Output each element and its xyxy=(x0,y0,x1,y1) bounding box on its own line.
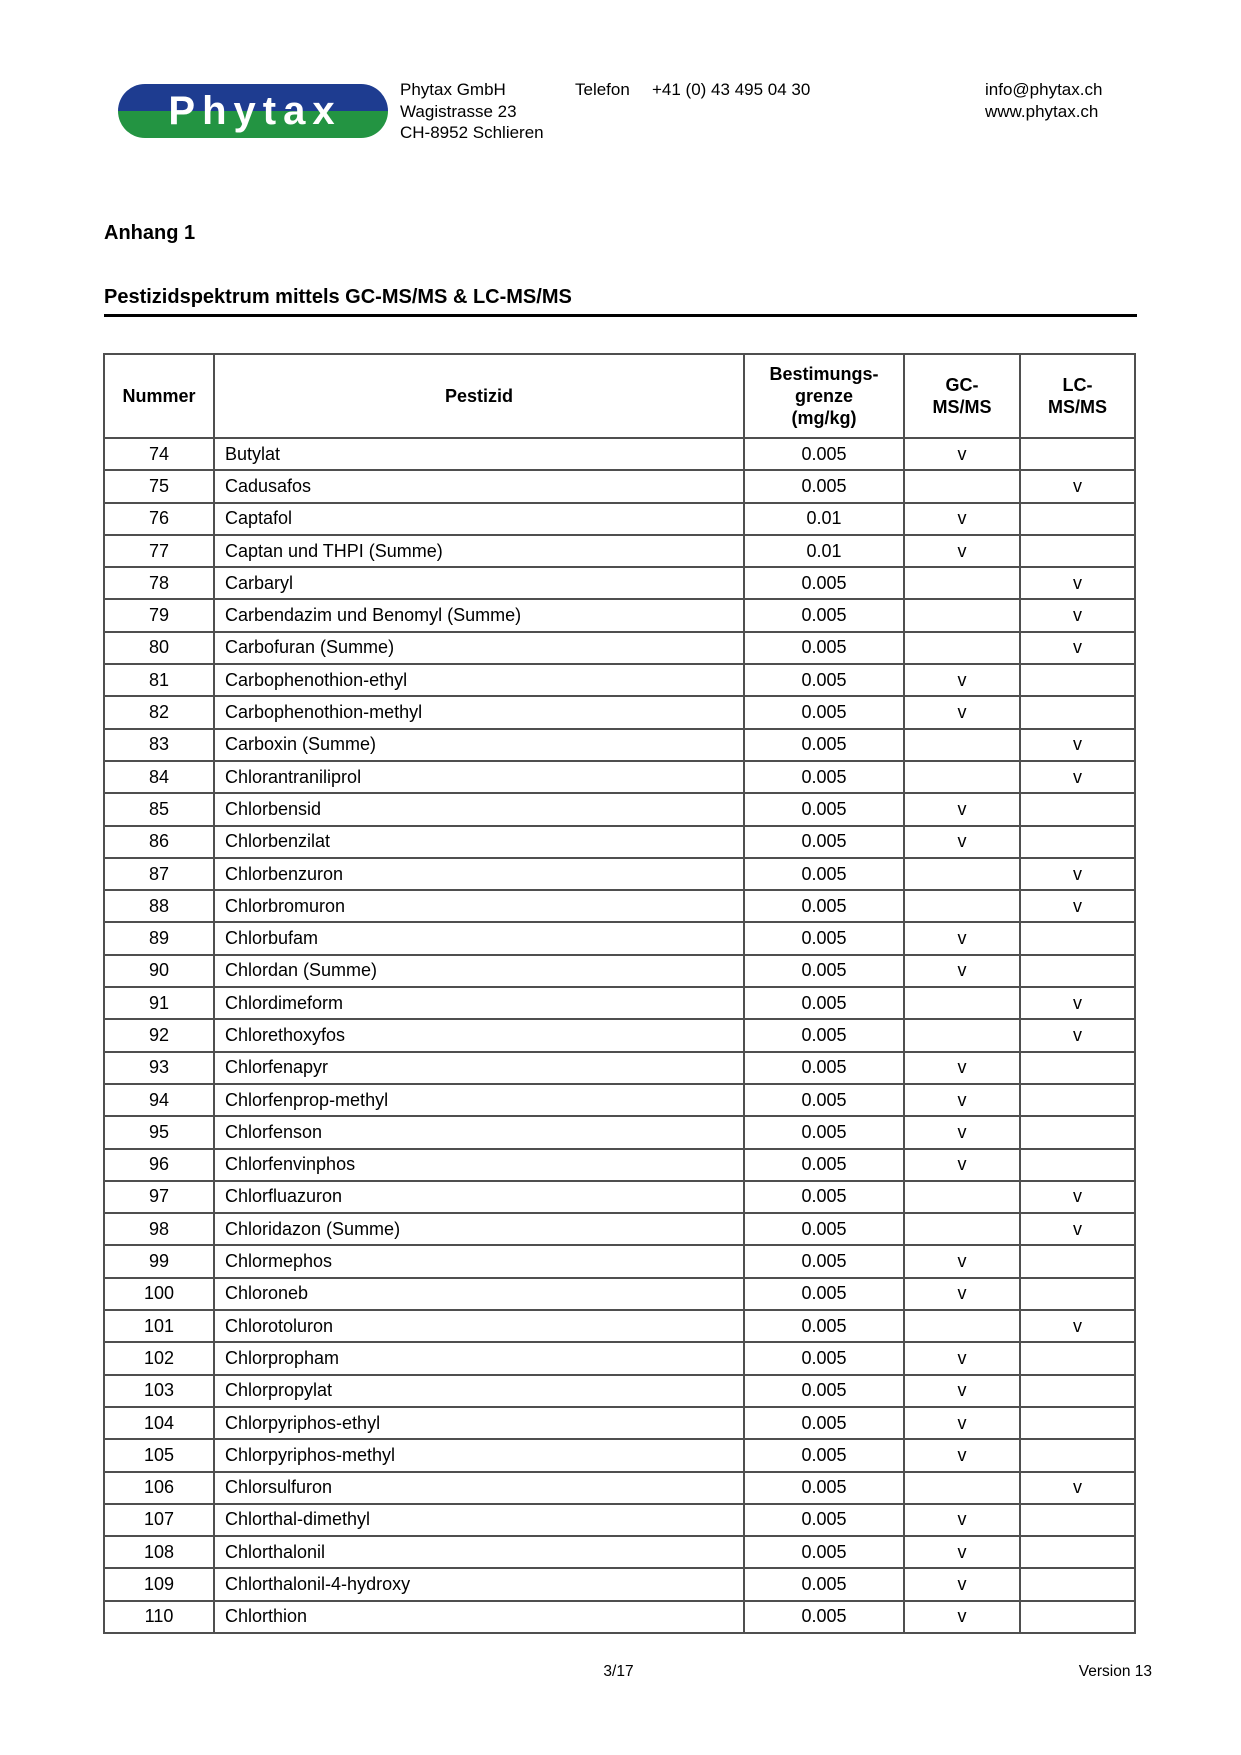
cell-lc-msms-mark: v xyxy=(1020,987,1135,1019)
cell-pestizid: Chlorbensid xyxy=(214,793,744,825)
phone-number: +41 (0) 43 495 04 30 xyxy=(652,80,811,99)
cell-nummer: 92 xyxy=(104,1019,214,1051)
table-row xyxy=(104,1342,1135,1374)
cell-pestizid: Carbophenothion-ethyl xyxy=(214,664,744,696)
cell-nummer: 74 xyxy=(104,438,214,470)
cell-gc-msms-mark xyxy=(904,1310,1020,1342)
cell-bestimmungsgrenze: 0.005 xyxy=(744,1116,904,1148)
cell-lc-msms-mark: v xyxy=(1020,1181,1135,1213)
cell-bestimmungsgrenze: 0.005 xyxy=(744,890,904,922)
cell-lc-msms-mark: v xyxy=(1020,729,1135,761)
table-row xyxy=(104,1245,1135,1277)
table-row xyxy=(104,1536,1135,1568)
cell-gc-msms-mark xyxy=(904,1213,1020,1245)
cell-lc-msms-mark: v xyxy=(1020,1472,1135,1504)
cell-gc-msms-mark: v xyxy=(904,826,1020,858)
cell-pestizid: Chloroneb xyxy=(214,1278,744,1310)
cell-nummer: 100 xyxy=(104,1278,214,1310)
cell-bestimmungsgrenze: 0.005 xyxy=(744,599,904,631)
cell-lc-msms-mark xyxy=(1020,1149,1135,1181)
cell-lc-msms-mark: v xyxy=(1020,761,1135,793)
cell-lc-msms-mark: v xyxy=(1020,1213,1135,1245)
cell-lc-msms-mark xyxy=(1020,535,1135,567)
cell-bestimmungsgrenze: 0.005 xyxy=(744,1568,904,1600)
table-row xyxy=(104,955,1135,987)
cell-nummer: 95 xyxy=(104,1116,214,1148)
table-row xyxy=(104,1504,1135,1536)
cell-pestizid: Butylat xyxy=(214,438,744,470)
logo-wordmark: Phytax xyxy=(168,88,342,133)
cell-lc-msms-mark xyxy=(1020,826,1135,858)
table-row xyxy=(104,1149,1135,1181)
table-row xyxy=(104,1568,1135,1600)
cell-bestimmungsgrenze: 0.005 xyxy=(744,1213,904,1245)
cell-pestizid: Captafol xyxy=(214,503,744,535)
cell-pestizid: Chlorbenzuron xyxy=(214,858,744,890)
cell-lc-msms-mark xyxy=(1020,922,1135,954)
cell-bestimmungsgrenze: 0.005 xyxy=(744,470,904,502)
cell-pestizid: Carbophenothion-methyl xyxy=(214,696,744,728)
cell-pestizid: Chlorthalonil-4-hydroxy xyxy=(214,1568,744,1600)
cell-pestizid: Chlorbufam xyxy=(214,922,744,954)
cell-bestimmungsgrenze: 0.005 xyxy=(744,632,904,664)
col-header-bestimmungsgrenze xyxy=(744,354,904,438)
cell-bestimmungsgrenze: 0.005 xyxy=(744,761,904,793)
cell-pestizid: Chlordan (Summe) xyxy=(214,955,744,987)
cell-gc-msms-mark: v xyxy=(904,1568,1020,1600)
cell-bestimmungsgrenze: 0.005 xyxy=(744,793,904,825)
cell-bestimmungsgrenze: 0.005 xyxy=(744,1149,904,1181)
cell-bestimmungsgrenze: 0.005 xyxy=(744,1019,904,1051)
cell-gc-msms-mark xyxy=(904,858,1020,890)
cell-nummer: 107 xyxy=(104,1504,214,1536)
cell-gc-msms-mark xyxy=(904,599,1020,631)
cell-pestizid: Chlormephos xyxy=(214,1245,744,1277)
cell-bestimmungsgrenze: 0.005 xyxy=(744,1375,904,1407)
cell-gc-msms-mark: v xyxy=(904,1536,1020,1568)
cell-bestimmungsgrenze: 0.005 xyxy=(744,1084,904,1116)
cell-bestimmungsgrenze: 0.01 xyxy=(744,503,904,535)
cell-bestimmungsgrenze: 0.005 xyxy=(744,826,904,858)
cell-bestimmungsgrenze: 0.005 xyxy=(744,858,904,890)
cell-bestimmungsgrenze: 0.005 xyxy=(744,1536,904,1568)
cell-bestimmungsgrenze: 0.005 xyxy=(744,696,904,728)
cell-gc-msms-mark xyxy=(904,729,1020,761)
col-header-line: GC- xyxy=(945,375,979,395)
cell-pestizid: Chloridazon (Summe) xyxy=(214,1213,744,1245)
cell-gc-msms-mark: v xyxy=(904,1407,1020,1439)
cell-nummer: 81 xyxy=(104,664,214,696)
cell-pestizid: Chlorthalonil xyxy=(214,1536,744,1568)
table-row xyxy=(104,1472,1135,1504)
cell-gc-msms-mark: v xyxy=(904,535,1020,567)
cell-nummer: 97 xyxy=(104,1181,214,1213)
cell-bestimmungsgrenze: 0.005 xyxy=(744,567,904,599)
cell-nummer: 99 xyxy=(104,1245,214,1277)
cell-pestizid: Chlorfenprop-methyl xyxy=(214,1084,744,1116)
cell-gc-msms-mark xyxy=(904,1019,1020,1051)
table-body xyxy=(104,438,1135,1633)
cell-lc-msms-mark xyxy=(1020,1375,1135,1407)
cell-gc-msms-mark: v xyxy=(904,1601,1020,1633)
cell-pestizid: Chlorfluazuron xyxy=(214,1181,744,1213)
table-row xyxy=(104,567,1135,599)
cell-bestimmungsgrenze: 0.005 xyxy=(744,1310,904,1342)
table-row xyxy=(104,1181,1135,1213)
cell-gc-msms-mark: v xyxy=(904,793,1020,825)
cell-bestimmungsgrenze: 0.005 xyxy=(744,1439,904,1471)
cell-nummer: 75 xyxy=(104,470,214,502)
cell-pestizid: Chlorbenzilat xyxy=(214,826,744,858)
cell-lc-msms-mark xyxy=(1020,1439,1135,1471)
col-header-line: Bestimungs- xyxy=(769,364,879,384)
cell-pestizid: Chlorbromuron xyxy=(214,890,744,922)
cell-lc-msms-mark xyxy=(1020,955,1135,987)
cell-pestizid: Chlorotoluron xyxy=(214,1310,744,1342)
cell-pestizid: Chlorpyriphos-methyl xyxy=(214,1439,744,1471)
cell-gc-msms-mark: v xyxy=(904,1084,1020,1116)
cell-lc-msms-mark xyxy=(1020,1342,1135,1374)
table-row xyxy=(104,1310,1135,1342)
cell-gc-msms-mark: v xyxy=(904,1116,1020,1148)
col-header-line: (mg/kg) xyxy=(791,408,857,428)
website-url: www.phytax.ch xyxy=(985,101,1099,121)
table-row xyxy=(104,761,1135,793)
cell-lc-msms-mark: v xyxy=(1020,632,1135,664)
cell-nummer: 108 xyxy=(104,1536,214,1568)
cell-gc-msms-mark: v xyxy=(904,1245,1020,1277)
cell-lc-msms-mark: v xyxy=(1020,567,1135,599)
table-row xyxy=(104,1052,1135,1084)
cell-bestimmungsgrenze: 0.005 xyxy=(744,1342,904,1374)
table-row xyxy=(104,1084,1135,1116)
cell-nummer: 88 xyxy=(104,890,214,922)
cell-nummer: 79 xyxy=(104,599,214,631)
cell-gc-msms-mark xyxy=(904,632,1020,664)
cell-bestimmungsgrenze: 0.005 xyxy=(744,1181,904,1213)
cell-pestizid: Chlorthal-dimethyl xyxy=(214,1504,744,1536)
cell-gc-msms-mark xyxy=(904,470,1020,502)
cell-bestimmungsgrenze: 0.005 xyxy=(744,438,904,470)
cell-gc-msms-mark: v xyxy=(904,1052,1020,1084)
cell-gc-msms-mark: v xyxy=(904,664,1020,696)
cell-lc-msms-mark xyxy=(1020,1568,1135,1600)
cell-pestizid: Carbofuran (Summe) xyxy=(214,632,744,664)
table-row xyxy=(104,664,1135,696)
cell-lc-msms-mark xyxy=(1020,1407,1135,1439)
cell-pestizid: Chlorethoxyfos xyxy=(214,1019,744,1051)
cell-gc-msms-mark: v xyxy=(904,1278,1020,1310)
cell-lc-msms-mark xyxy=(1020,1084,1135,1116)
table-row xyxy=(104,632,1135,664)
table-header xyxy=(104,354,1135,438)
cell-pestizid: Cadusafos xyxy=(214,470,744,502)
company-address-block xyxy=(400,79,544,144)
col-header-line: grenze xyxy=(794,386,854,406)
pesticide-table xyxy=(103,353,1136,1634)
table-row xyxy=(104,535,1135,567)
cell-gc-msms-mark: v xyxy=(904,696,1020,728)
cell-gc-msms-mark: v xyxy=(904,922,1020,954)
table-row xyxy=(104,470,1135,502)
cell-bestimmungsgrenze: 0.005 xyxy=(744,955,904,987)
appendix-title: Anhang 1 xyxy=(104,222,196,244)
cell-bestimmungsgrenze: 0.005 xyxy=(744,1601,904,1633)
cell-gc-msms-mark xyxy=(904,761,1020,793)
col-header-pestizid: Pestizid xyxy=(214,354,744,438)
cell-nummer: 91 xyxy=(104,987,214,1019)
table-row xyxy=(104,793,1135,825)
cell-gc-msms-mark: v xyxy=(904,1439,1020,1471)
cell-nummer: 109 xyxy=(104,1568,214,1600)
cell-lc-msms-mark xyxy=(1020,1116,1135,1148)
col-header-line: LC- xyxy=(1062,375,1093,395)
cell-lc-msms-mark: v xyxy=(1020,858,1135,890)
cell-gc-msms-mark: v xyxy=(904,955,1020,987)
cell-lc-msms-mark xyxy=(1020,696,1135,728)
cell-lc-msms-mark: v xyxy=(1020,1019,1135,1051)
table-row xyxy=(104,1601,1135,1633)
cell-nummer: 103 xyxy=(104,1375,214,1407)
table-row xyxy=(104,826,1135,858)
cell-pestizid: Carbendazim und Benomyl (Summe) xyxy=(214,599,744,631)
cell-pestizid: Chlorfenvinphos xyxy=(214,1149,744,1181)
cell-gc-msms-mark xyxy=(904,1181,1020,1213)
email-address: info@phytax.ch xyxy=(985,80,1103,99)
col-header-line: MS/MS xyxy=(932,397,992,417)
phytax-logo xyxy=(118,84,388,138)
table-row xyxy=(104,696,1135,728)
col-header-line: MS/MS xyxy=(1047,397,1107,417)
cell-nummer: 82 xyxy=(104,696,214,728)
cell-nummer: 77 xyxy=(104,535,214,567)
table-row xyxy=(104,922,1135,954)
cell-nummer: 104 xyxy=(104,1407,214,1439)
table-row xyxy=(104,858,1135,890)
cell-gc-msms-mark: v xyxy=(904,503,1020,535)
cell-nummer: 86 xyxy=(104,826,214,858)
version-label: Version 13 xyxy=(1078,1663,1152,1680)
col-header-gc-msms xyxy=(904,354,1020,438)
table-row xyxy=(104,890,1135,922)
table-row xyxy=(104,1019,1135,1051)
cell-gc-msms-mark xyxy=(904,987,1020,1019)
cell-lc-msms-mark: v xyxy=(1020,470,1135,502)
cell-nummer: 80 xyxy=(104,632,214,664)
cell-bestimmungsgrenze: 0.005 xyxy=(744,1504,904,1536)
table-row xyxy=(104,987,1135,1019)
cell-lc-msms-mark xyxy=(1020,1536,1135,1568)
company-city: CH-8952 Schlieren xyxy=(400,123,544,142)
table-row xyxy=(104,1407,1135,1439)
cell-bestimmungsgrenze: 0.005 xyxy=(744,729,904,761)
table-header-row xyxy=(104,354,1135,438)
cell-nummer: 106 xyxy=(104,1472,214,1504)
company-street: Wagistrasse 23 xyxy=(400,101,517,121)
cell-bestimmungsgrenze: 0.005 xyxy=(744,1278,904,1310)
table-row xyxy=(104,599,1135,631)
cell-lc-msms-mark xyxy=(1020,1245,1135,1277)
cell-bestimmungsgrenze: 0.005 xyxy=(744,1472,904,1504)
cell-nummer: 90 xyxy=(104,955,214,987)
cell-nummer: 89 xyxy=(104,922,214,954)
cell-gc-msms-mark: v xyxy=(904,1342,1020,1374)
cell-bestimmungsgrenze: 0.005 xyxy=(744,1407,904,1439)
cell-nummer: 87 xyxy=(104,858,214,890)
cell-lc-msms-mark xyxy=(1020,664,1135,696)
cell-lc-msms-mark xyxy=(1020,1052,1135,1084)
cell-nummer: 94 xyxy=(104,1084,214,1116)
cell-lc-msms-mark xyxy=(1020,1601,1135,1633)
cell-nummer: 105 xyxy=(104,1439,214,1471)
table-row xyxy=(104,503,1135,535)
cell-lc-msms-mark xyxy=(1020,1504,1135,1536)
cell-gc-msms-mark xyxy=(904,1472,1020,1504)
table-row xyxy=(104,1439,1135,1471)
cell-pestizid: Carbaryl xyxy=(214,567,744,599)
table-row xyxy=(104,1116,1135,1148)
cell-lc-msms-mark: v xyxy=(1020,1310,1135,1342)
cell-nummer: 78 xyxy=(104,567,214,599)
table-row xyxy=(104,729,1135,761)
cell-bestimmungsgrenze: 0.005 xyxy=(744,1245,904,1277)
cell-nummer: 96 xyxy=(104,1149,214,1181)
cell-bestimmungsgrenze: 0.005 xyxy=(744,1052,904,1084)
cell-nummer: 85 xyxy=(104,793,214,825)
cell-lc-msms-mark: v xyxy=(1020,890,1135,922)
cell-pestizid: Carboxin (Summe) xyxy=(214,729,744,761)
cell-pestizid: Captan und THPI (Summe) xyxy=(214,535,744,567)
table-row xyxy=(104,438,1135,470)
cell-gc-msms-mark xyxy=(904,567,1020,599)
cell-pestizid: Chlorthion xyxy=(214,1601,744,1633)
cell-nummer: 110 xyxy=(104,1601,214,1633)
cell-bestimmungsgrenze: 0.005 xyxy=(744,922,904,954)
section-title: Pestizidspektrum mittels GC-MS/MS & LC-MS/MS xyxy=(104,286,572,308)
cell-pestizid: Chlorpropham xyxy=(214,1342,744,1374)
section-title-underline xyxy=(104,314,1137,317)
cell-gc-msms-mark: v xyxy=(904,1375,1020,1407)
cell-gc-msms-mark: v xyxy=(904,1149,1020,1181)
cell-lc-msms-mark xyxy=(1020,793,1135,825)
cell-pestizid: Chlordimeform xyxy=(214,987,744,1019)
col-header-lc-msms xyxy=(1020,354,1135,438)
cell-pestizid: Chlorpropylat xyxy=(214,1375,744,1407)
cell-pestizid: Chlorpyriphos-ethyl xyxy=(214,1407,744,1439)
web-contact-block xyxy=(985,79,1102,122)
company-name: Phytax GmbH xyxy=(400,80,506,99)
cell-bestimmungsgrenze: 0.005 xyxy=(744,987,904,1019)
cell-gc-msms-mark xyxy=(904,890,1020,922)
cell-nummer: 76 xyxy=(104,503,214,535)
cell-lc-msms-mark xyxy=(1020,1278,1135,1310)
cell-gc-msms-mark: v xyxy=(904,1504,1020,1536)
cell-nummer: 101 xyxy=(104,1310,214,1342)
cell-nummer: 93 xyxy=(104,1052,214,1084)
cell-nummer: 98 xyxy=(104,1213,214,1245)
cell-pestizid: Chlorsulfuron xyxy=(214,1472,744,1504)
cell-pestizid: Chlorantraniliprol xyxy=(214,761,744,793)
cell-pestizid: Chlorfenson xyxy=(214,1116,744,1148)
cell-nummer: 102 xyxy=(104,1342,214,1374)
table-row xyxy=(104,1375,1135,1407)
cell-lc-msms-mark: v xyxy=(1020,599,1135,631)
phone-label: Telefon xyxy=(575,80,630,99)
cell-lc-msms-mark xyxy=(1020,503,1135,535)
table-row xyxy=(104,1213,1135,1245)
cell-nummer: 84 xyxy=(104,761,214,793)
cell-pestizid: Chlorfenapyr xyxy=(214,1052,744,1084)
cell-bestimmungsgrenze: 0.005 xyxy=(744,664,904,696)
cell-bestimmungsgrenze: 0.01 xyxy=(744,535,904,567)
cell-nummer: 83 xyxy=(104,729,214,761)
cell-gc-msms-mark: v xyxy=(904,438,1020,470)
col-header-nummer: Nummer xyxy=(104,354,214,438)
table-row xyxy=(104,1278,1135,1310)
page-number: 3/17 xyxy=(603,1663,634,1680)
cell-lc-msms-mark xyxy=(1020,438,1135,470)
